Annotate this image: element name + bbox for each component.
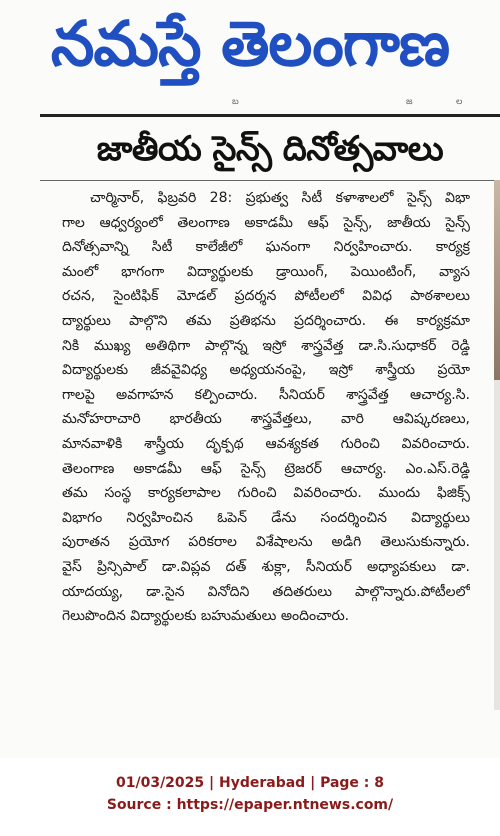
article-line: మానవాళికి శాస్త్రీయ దృక్పథ ఆవశ్యకత గురించి వివరించారు. [62,435,470,452]
date-city-page: 01/03/2025 | Hyderabad | Page : 8 [115,775,385,791]
article-line: యాదయ్య, డా.సైన వినోదిని తదితరులు పాల్గొన్నారు.పోటీలలో [62,583,470,600]
headline-bottom-rule [40,180,500,181]
clipping-footer [0,772,500,816]
article-line: ద్యార్థులు పాల్గొని తమ ప్రతిభను ప్రదర్శించారు. ఈ కార్యక్రమా [62,312,470,329]
article-line: తెలంగాణ అకాడమీ ఆఫ్ సైన్స్ ట్రెజరర్ ఆచార్య. ఎం.ఎస్.రెడ్డి [62,460,470,477]
article-line: విద్యార్థులకు జీవవైవిధ్య అధ్యయనంపై, ఇస్రో శాస్త్రీయ ప్రయో [62,362,470,379]
adjacent-column-edge [494,380,500,710]
article-line: గాల ఆధ్వర్యంలో తెలంగాణ అకాడమీ ఆఫ్ సైన్స్, జాతీయ సైన్స్ [62,214,470,231]
article-headline: జాతీయ సైన్స్ దినోత్సవాలు [96,129,444,169]
masthead [0,0,500,96]
article-line: చార్మినార్, ఫిబ్రవరి 28: ప్రభుత్వ సిటీ కళాశాలలో సైన్స్ విభా [90,190,470,206]
adjacent-photo-edge [494,180,500,380]
article-line: మంలో భాగంగా విద్యార్థులకు డ్రాయింగ్, పెయింటింగ్, వ్యాస [62,263,470,280]
article-line: పురాతన ప్రయోగ పరికరాల విశేషాలను అడిగి తెలుసుకున్నారు. [62,534,470,551]
article-line: గెలుపొందిన విద్యార్థులకు బహుమతులు అందించారు. [62,608,350,625]
article-line: విభాగం నిర్వహించిన ఓపెన్ డేను సందర్శించిన విద్యార్థులు [62,509,470,526]
strip-mark: ల [456,97,463,107]
article-body [62,186,470,629]
article-line: రచన, సైంటిఫిక్ మోడల్ ప్రదర్శన పోటీలలో వివిధ పాఠశాలలు [62,288,470,305]
strip-mark: బ [232,97,239,107]
newspaper-logo: నమస్తే తెలంగాణ [50,7,450,80]
article-line: గాలపై అవగాహన కల్పించారు. సీనియర్ శాస్త్రవేత్త ఆచార్య.సి. [62,386,470,403]
strip-mark: జ [406,97,413,107]
source-link[interactable]: Source : https://epaper.ntnews.com/ [106,797,394,813]
article-line: నికి ముఖ్య అతిథిగా పాల్గొన్న ఇస్రో శాస్త్రవేత్త డా.సి.సుధాకర్ రెడ్డి [62,337,470,354]
masthead-strip [90,96,500,110]
headline-top-rule [40,114,500,117]
article-line: దినోత్సవాన్ని సిటీ కాలేజీలో ఘనంగా నిర్వహించారు. కార్యక్ర [62,239,470,256]
article-line: మనోహరాచారి భారతీయ శాస్త్రవేత్తలు, వారి ఆవిష్కరణలు, [62,411,470,428]
article-line: వైస్ ప్రిన్సిపాల్ డా.విప్లవ దత్ శుక్లా, సీనియర్ అధ్యాపకులు డా. [62,558,470,575]
article-line: తమ సంస్థ కార్యకలాపాల గురించి వివరించారు. ముందు ఫిజిక్స్ [62,485,470,502]
